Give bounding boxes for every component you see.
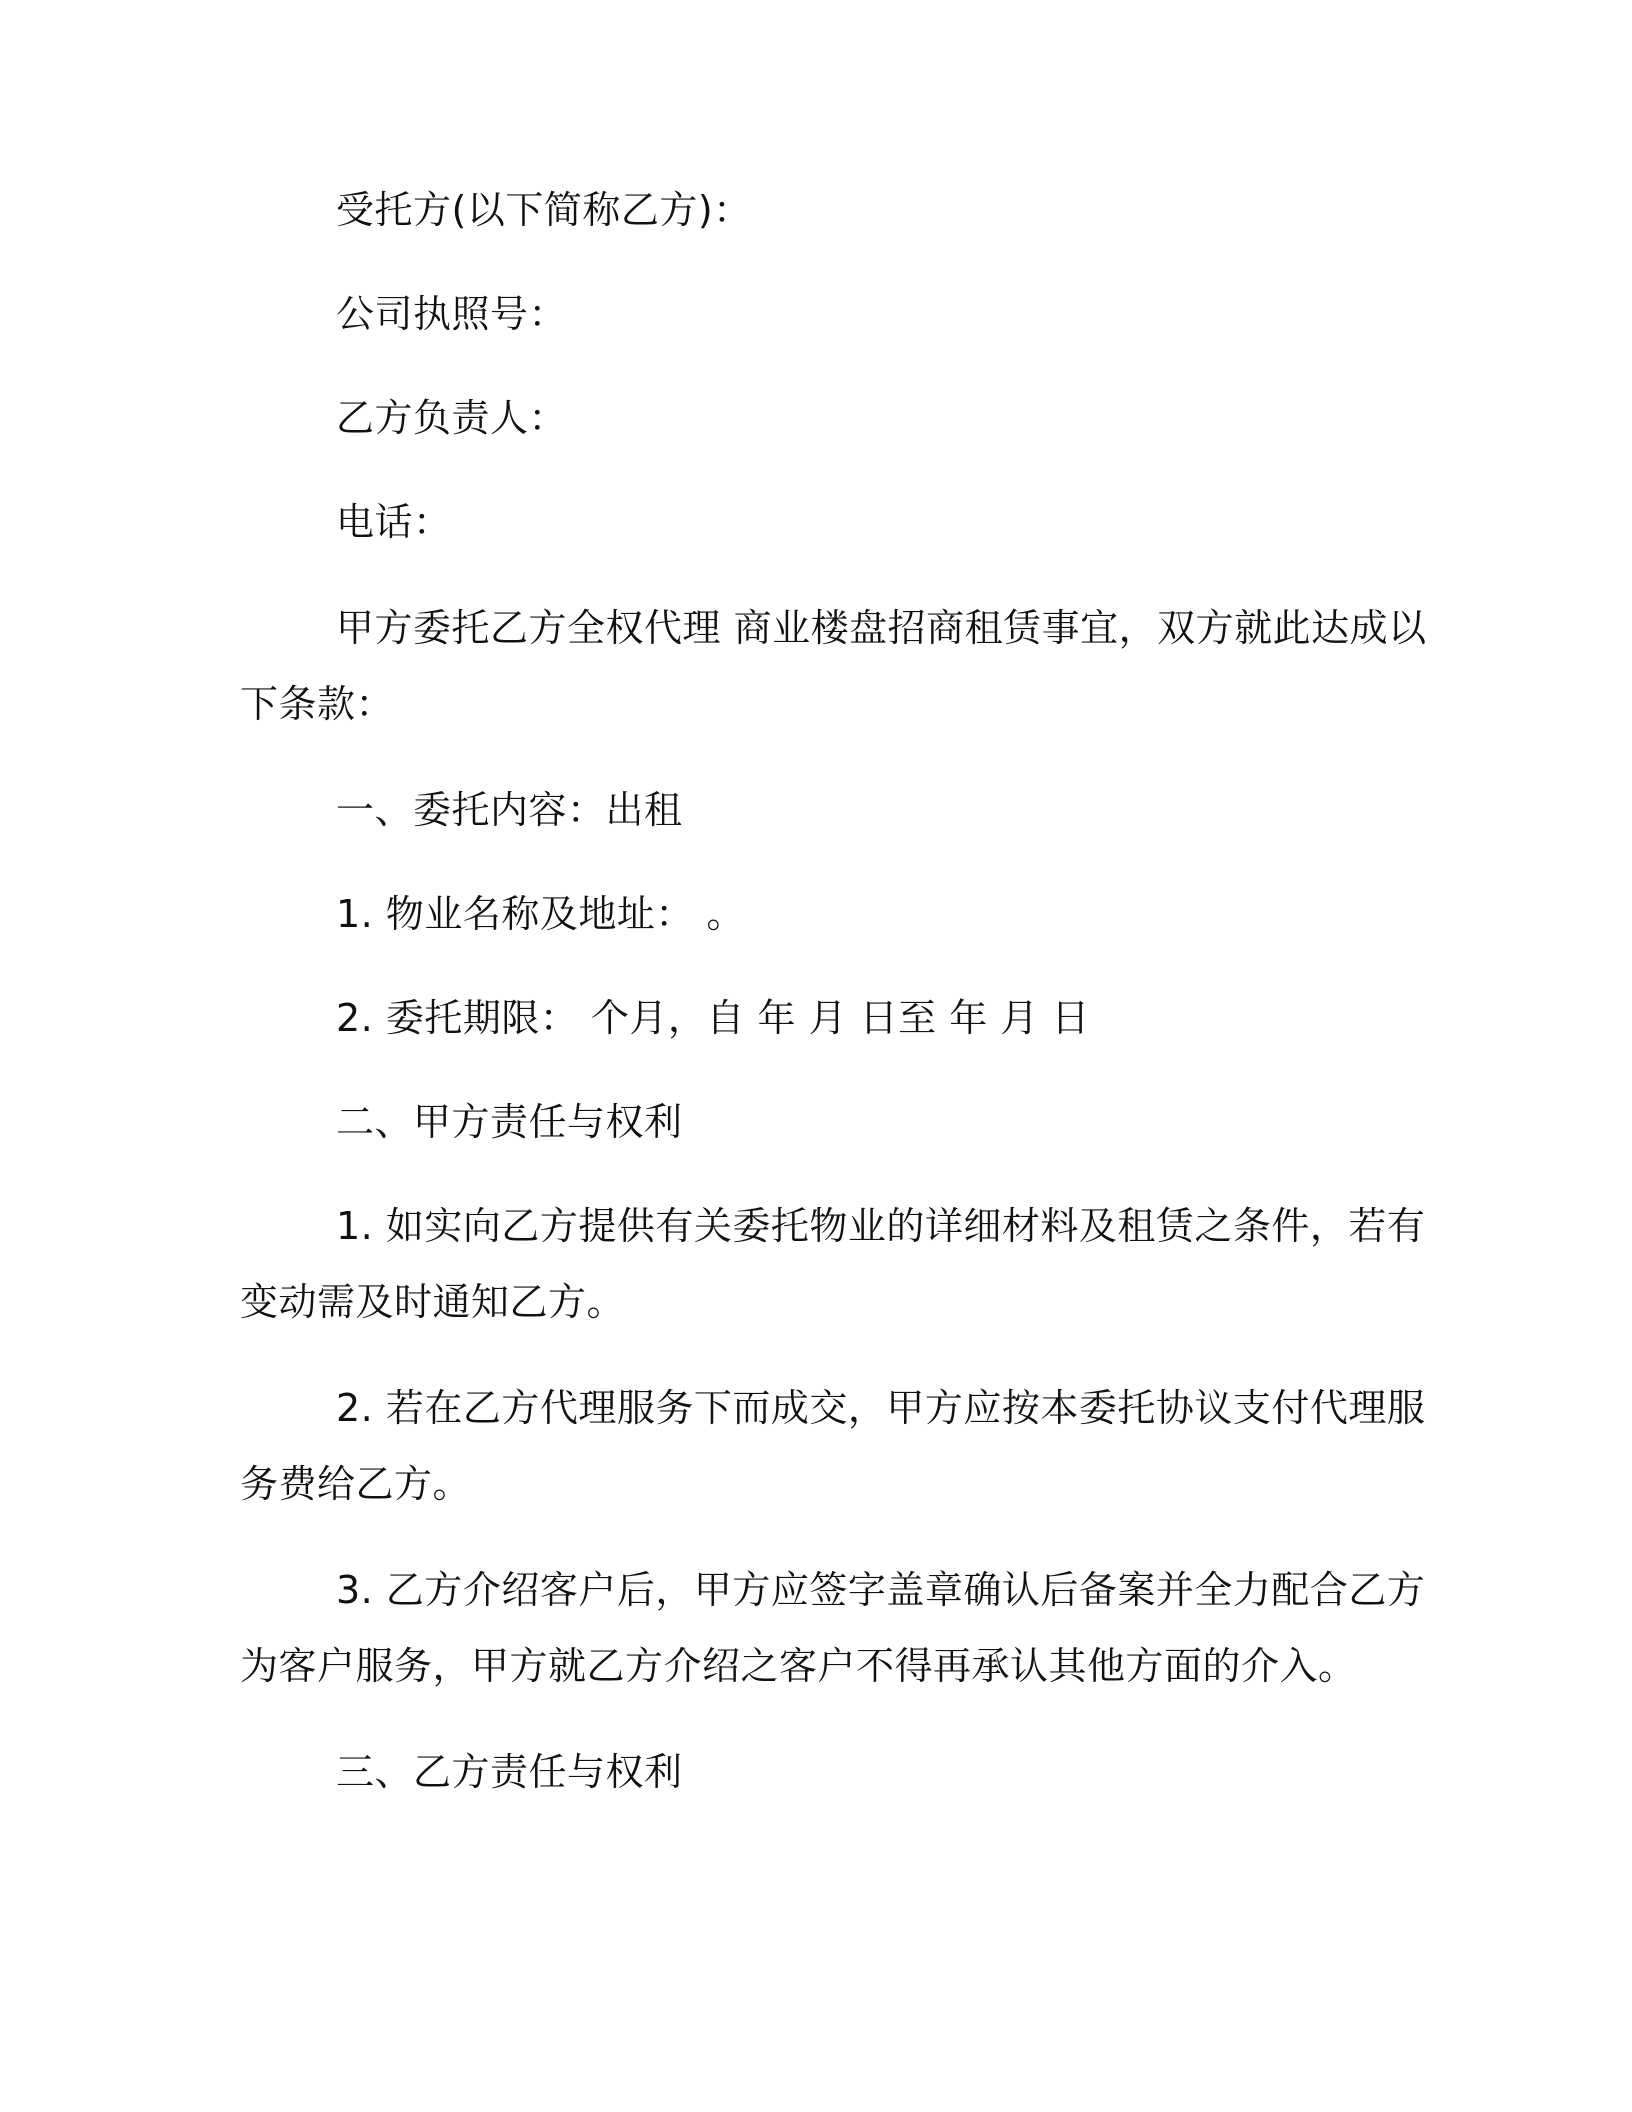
paragraph-license-number (240, 276, 1386, 352)
clause-2-2-line-1: 2. 若在乙方代理服务下而成交，甲方应按本委托协议支付代理服 (336, 1386, 1426, 1430)
clause-1-2 (240, 980, 1386, 1056)
section-2-title: 二、甲方责任与权利 (336, 1100, 683, 1144)
clause-2-1 (240, 1188, 1426, 1340)
clause-2-3-line-2: 为客户服务，甲方就乙方介绍之客户不得再承认其他方面的介入。 (240, 1644, 1357, 1688)
intro-line-2: 下条款： (240, 682, 395, 726)
clause-2-3 (240, 1552, 1426, 1704)
clause-2-3-line-1: 3. 乙方介绍客户后，甲方应签字盖章确认后备案并全力配合乙方 (336, 1568, 1426, 1612)
commission-period: 2. 委托期限： 个月，自 年 月 日至 年 月 日 (336, 996, 1090, 1040)
clause-2-1-line-2: 变动需及时通知乙方。 (240, 1280, 626, 1324)
section-3-title: 三、乙方责任与权利 (336, 1750, 683, 1794)
trustee-label: 受托方(以下简称乙方)： (336, 188, 752, 232)
license-number-label: 公司执照号： (336, 292, 568, 336)
phone-label: 电话： (336, 500, 452, 544)
clause-2-2 (240, 1370, 1426, 1522)
intro-line-1: 甲方委托乙方全权代理 商业楼盘招商租赁事宜，双方就此达成以 (336, 606, 1427, 650)
paragraph-party-b-representative (240, 380, 1386, 456)
section-1-title: 一、委托内容：出租 (336, 788, 683, 832)
clause-2-2-line-2: 务费给乙方。 (240, 1462, 472, 1506)
clause-2-1-line-1: 1. 如实向乙方提供有关委托物业的详细材料及租赁之条件，若有 (336, 1204, 1426, 1248)
paragraph-phone (240, 484, 1386, 560)
section-heading-3 (240, 1734, 1386, 1810)
property-name-address: 1. 物业名称及地址： 。 (336, 892, 745, 936)
section-heading-2 (240, 1084, 1386, 1160)
paragraph-trustee (240, 172, 1386, 248)
clause-1-1 (240, 876, 1386, 952)
party-b-representative-label: 乙方负责人： (336, 396, 568, 440)
paragraph-intro (240, 590, 1427, 742)
section-heading-1 (240, 772, 1386, 848)
